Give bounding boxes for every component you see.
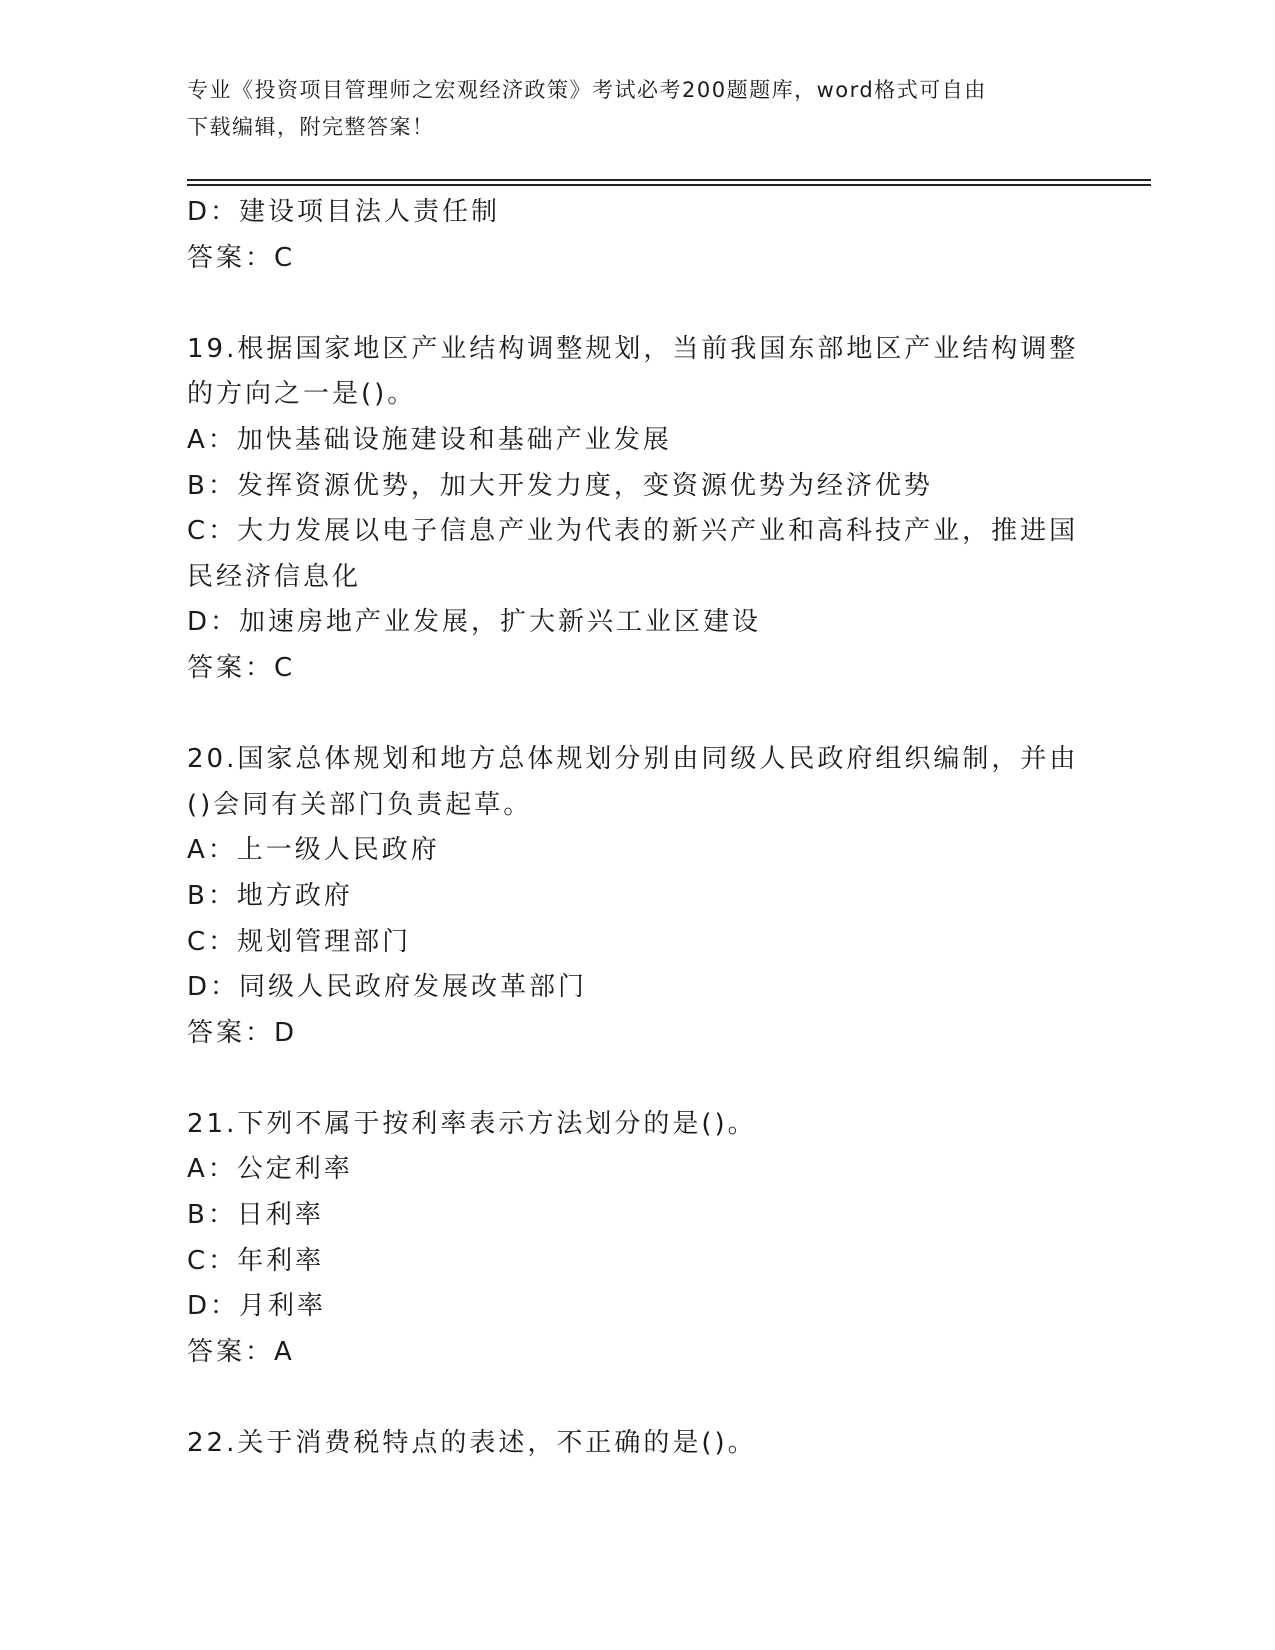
option-d: D：月利率 [187, 1291, 327, 1322]
question-text: 21.下列不属于按利率表示方法划分的是()。 [187, 1108, 757, 1139]
answer-line: 答案：C [187, 242, 296, 273]
option-a: A：上一级人民政府 [187, 835, 440, 866]
document-body [187, 190, 1087, 1467]
question-block [187, 737, 1087, 1056]
document-header [187, 72, 1067, 146]
header-line-1: 专业《投资项目管理师之宏观经济政策》考试必考200题题库，word格式可自由 [187, 78, 987, 102]
header-divider-bottom [187, 184, 1151, 186]
option-c: C：大力发展以电子信息产业为代表的新兴产业和高科技产业，推进国 [187, 516, 1079, 547]
question-block [187, 1421, 1087, 1467]
option-d: D：同级人民政府发展改革部门 [187, 972, 588, 1003]
spacer [187, 692, 1087, 738]
option-a: A：公定利率 [187, 1154, 353, 1185]
spacer [187, 281, 1087, 327]
spacer [187, 1056, 1087, 1102]
option-b: B：发挥资源优势，加大开发力度，变资源优势为经济优势 [187, 470, 933, 501]
answer-line: 答案：A [187, 1336, 295, 1367]
option-d: D：建设项目法人责任制 [187, 197, 501, 227]
option-b: B：地方政府 [187, 880, 353, 911]
answer-line: 答案：D [187, 1017, 298, 1048]
question-text: ()会同有关部门负责起草。 [187, 789, 533, 820]
question-block [187, 327, 1087, 692]
answer-line: 答案：C [187, 652, 296, 683]
question-text: 20.国家总体规划和地方总体规划分别由同级人民政府组织编制，并由 [187, 744, 1079, 775]
option-b: B：日利率 [187, 1200, 324, 1231]
option-d: D：加速房地产业发展，扩大新兴工业区建设 [187, 607, 762, 638]
question-text: 19.根据国家地区产业结构调整规划，当前我国东部地区产业结构调整 [187, 333, 1079, 364]
spacer [187, 1375, 1087, 1421]
header-line-2: 下载编辑，附完整答案！ [187, 115, 435, 139]
question-text: 22.关于消费税特点的表述，不正确的是()。 [187, 1428, 757, 1459]
option-c-continued: 民经济信息化 [187, 561, 362, 592]
option-a: A：加快基础设施建设和基础产业发展 [187, 424, 672, 455]
question-block [187, 1102, 1087, 1376]
header-divider-top [187, 179, 1151, 181]
option-c: C：年利率 [187, 1245, 325, 1276]
option-c: C：规划管理部门 [187, 926, 412, 957]
question-text: 的方向之一是()。 [187, 379, 417, 410]
